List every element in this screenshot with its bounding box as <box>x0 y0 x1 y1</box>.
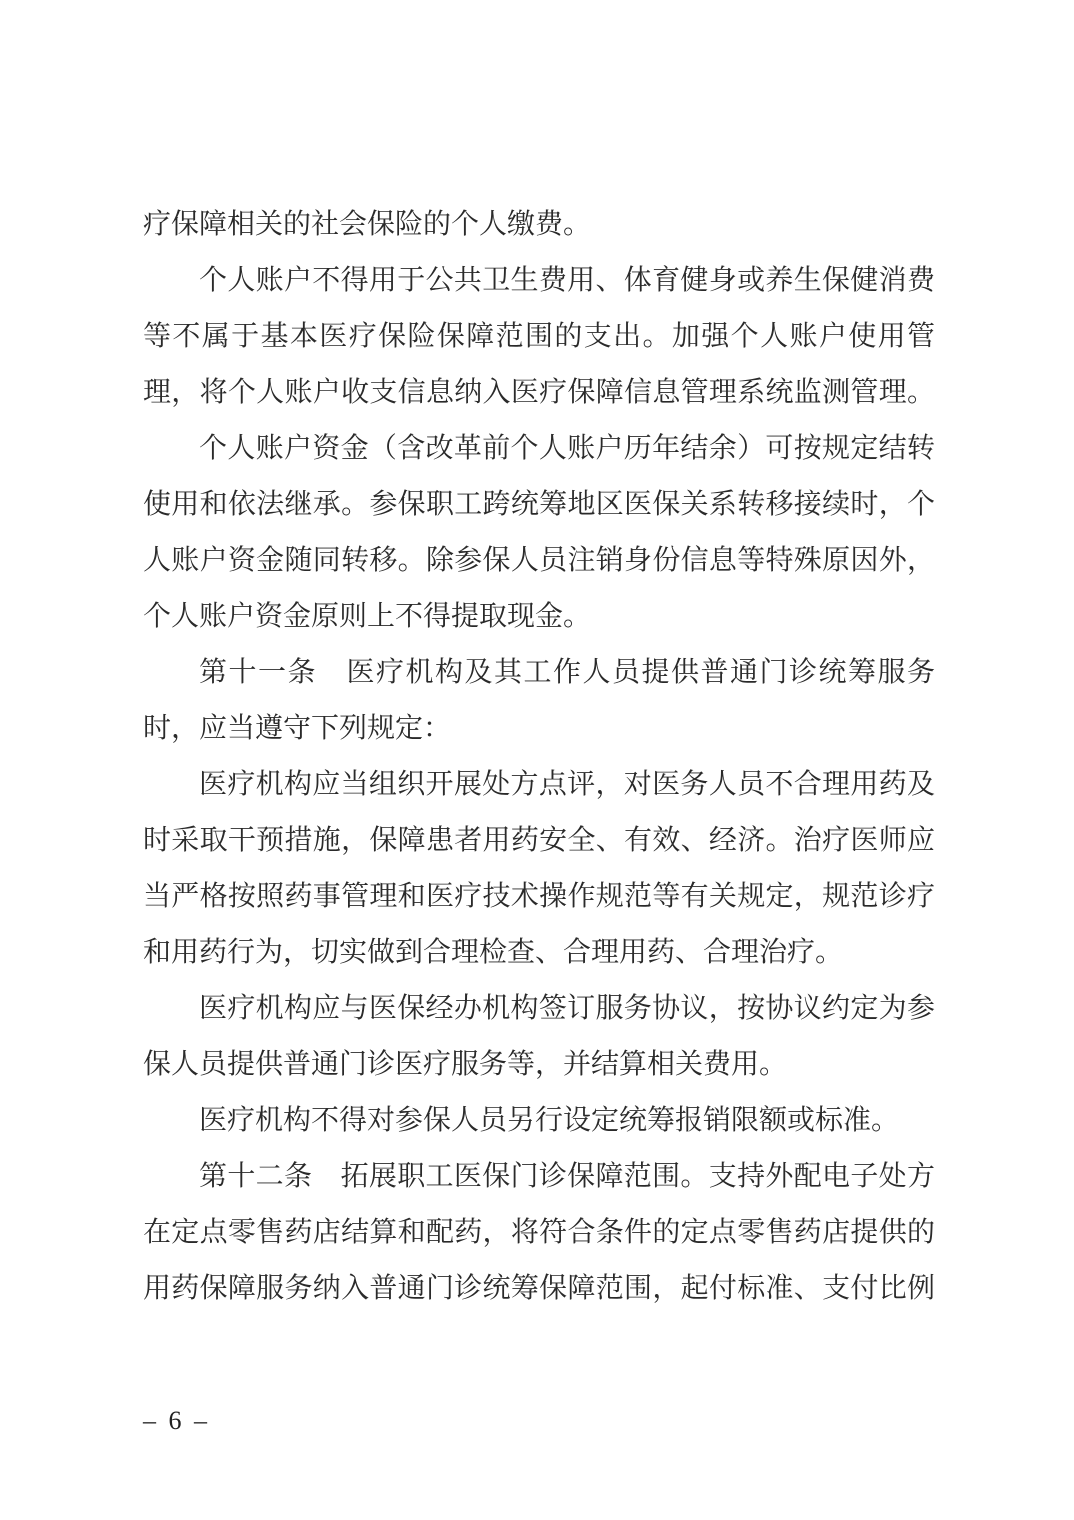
text-line: 医疗机构应与医保经办机构签订服务协议，按协议约定为参 <box>199 993 935 1024</box>
text-line: 人账户资金随同转移。除参保人员注销身份信息等特殊原因外， <box>143 545 935 576</box>
text-line: 医疗机构不得对参保人员另行设定统筹报销限额或标准。 <box>199 1105 900 1136</box>
text-line: 个人账户不得用于公共卫生费用、体育健身或养生保健消费 <box>199 265 935 296</box>
article-11-heading-line: 第十一条 医疗机构及其工作人员提供普通门诊统筹服务 <box>199 657 935 688</box>
text-line: 当严格按照药事管理和医疗技术操作规范等有关规定，规范诊疗 <box>143 881 935 912</box>
text-line: 疗保障相关的社会保险的个人缴费。 <box>143 209 592 240</box>
text-line: 医疗机构应当组织开展处方点评，对医务人员不合理用药及 <box>199 769 935 800</box>
text-line: 用药保障服务纳入普通门诊统筹保障范围，起付标准、支付比例 <box>143 1273 935 1304</box>
text-line: 在定点零售药店结算和配药，将符合条件的定点零售药店提供的 <box>143 1217 935 1248</box>
text-line: 时，应当遵守下列规定： <box>143 713 452 744</box>
text-line: 个人账户资金（含改革前个人账户历年结余）可按规定结转 <box>199 433 935 464</box>
text-line: 和用药行为，切实做到合理检查、合理用药、合理治疗。 <box>143 937 844 968</box>
text-line: 理，将个人账户收支信息纳入医疗保障信息管理系统监测管理。 <box>143 377 935 408</box>
text-line: 保人员提供普通门诊医疗服务等，并结算相关费用。 <box>143 1049 788 1080</box>
text-line: 时采取干预措施，保障患者用药安全、有效、经济。治疗医师应 <box>143 825 935 856</box>
text-line: 等不属于基本医疗保险保障范围的支出。加强个人账户使用管 <box>143 321 935 352</box>
article-12-heading-line: 第十二条 拓展职工医保门诊保障范围。支持外配电子处方 <box>199 1161 935 1192</box>
page-number: – 6 – <box>143 1406 210 1435</box>
text-line: 使用和依法继承。参保职工跨统筹地区医保关系转移接续时，个 <box>143 489 935 520</box>
text-block <box>143 197 935 1317</box>
text-line: 个人账户资金原则上不得提取现金。 <box>143 601 592 632</box>
